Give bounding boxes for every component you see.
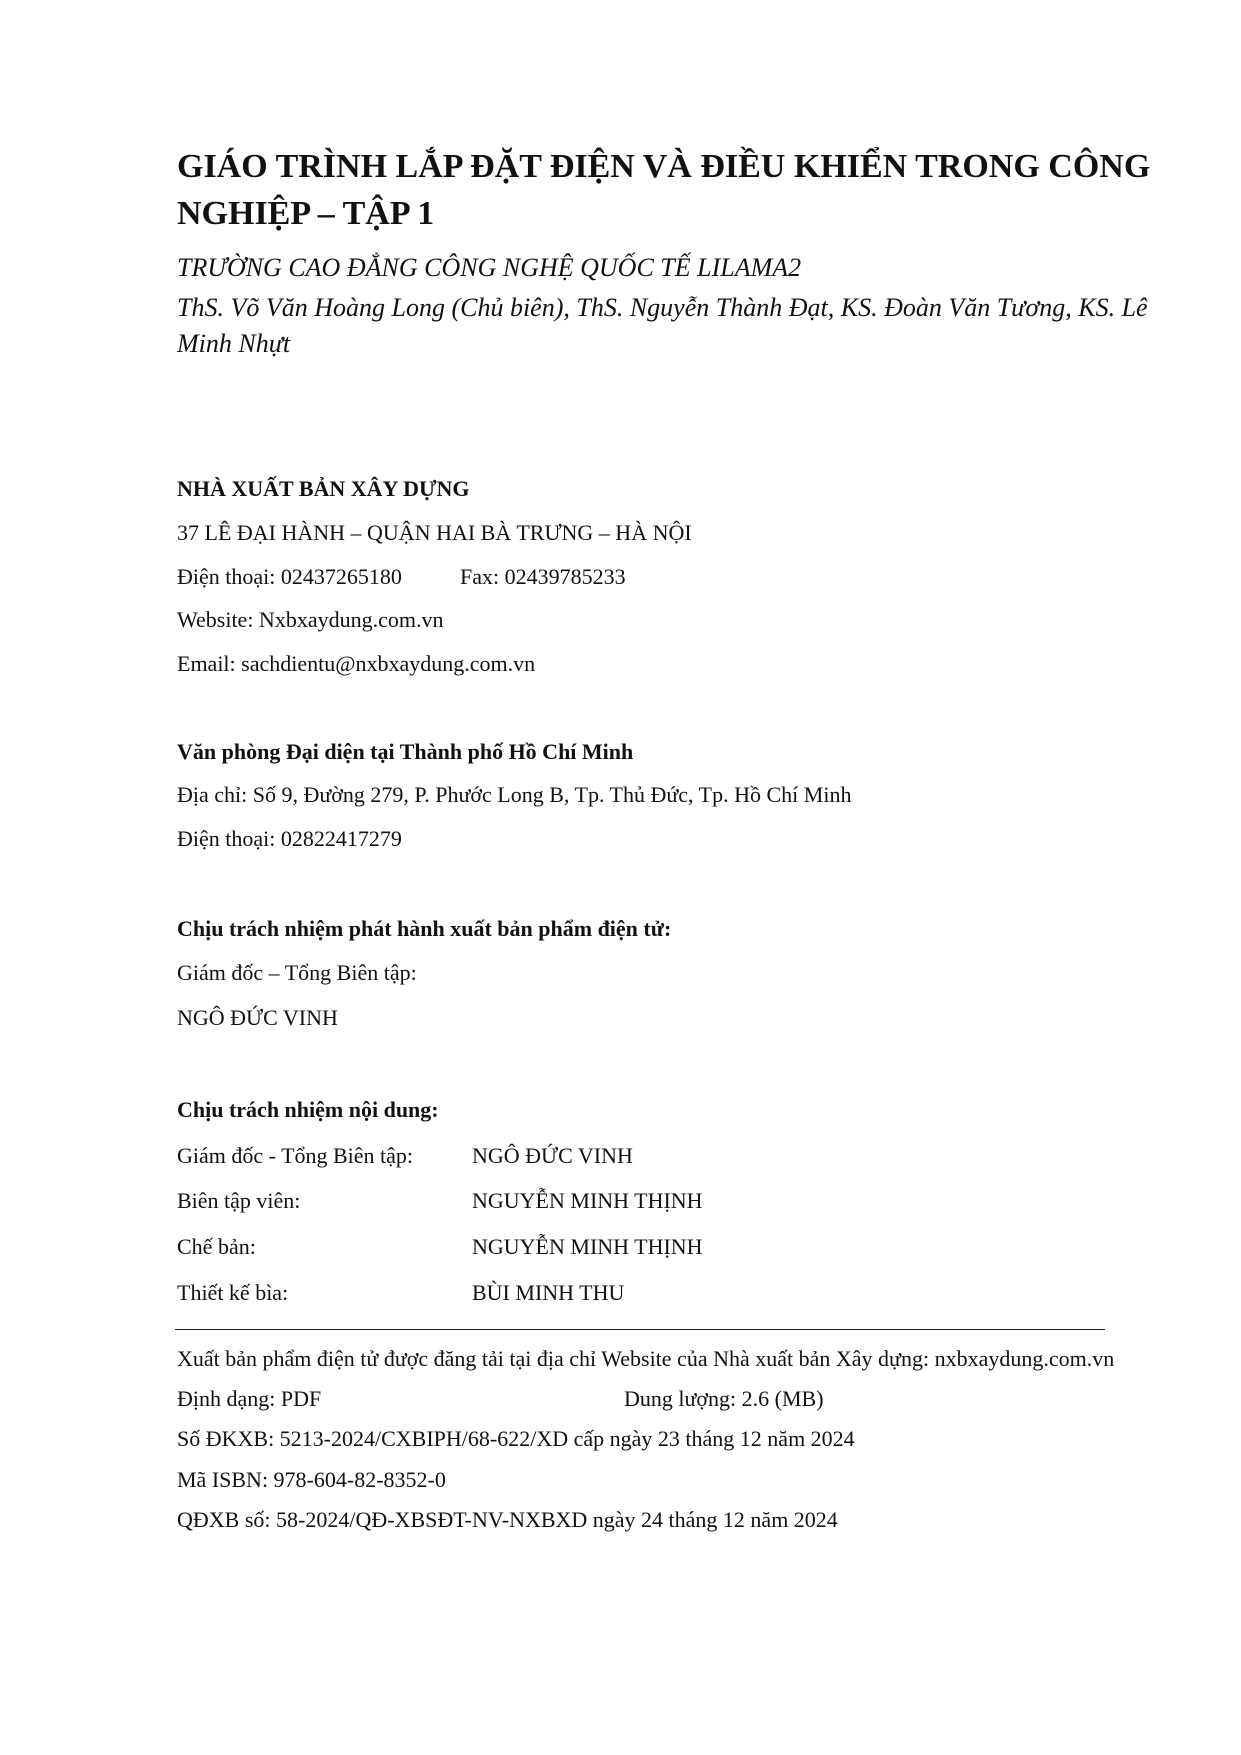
- isbn: Mã ISBN: 978-604-82-8352-0: [177, 1467, 446, 1492]
- hcm-office-heading: Văn phòng Đại diện tại Thành phố Hồ Chí Minh: [177, 739, 634, 764]
- content-role-1: Giám đốc - Tổng Biên tập:: [177, 1143, 414, 1168]
- publishing-decision: QĐXB số: 58-2024/QĐ-XBSĐT-NV-NXBXD ngày 24 tháng 12 năm 2024: [177, 1507, 838, 1532]
- content-role-4: Thiết kế bìa:: [177, 1280, 289, 1305]
- publisher-website: Website: Nxbxaydung.com.vn: [177, 607, 444, 632]
- e-publishing-person: NGÔ ĐỨC VINH: [177, 1005, 338, 1030]
- content-role-3: Chế bản:: [177, 1234, 256, 1259]
- file-size: Dung lượng: 2.6 (MB): [624, 1386, 824, 1411]
- content-role-2: Biên tập viên:: [177, 1188, 301, 1213]
- hcm-office-phone: Điện thoại: 02822417279: [177, 826, 402, 851]
- hcm-office-address: Địa chỉ: Số 9, Đường 279, P. Phước Long B, Tp. Thủ Đức, Tp. Hồ Chí Minh: [177, 782, 852, 807]
- e-publishing-heading: Chịu trách nhiệm phát hành xuất bản phẩm điện tử:: [177, 916, 672, 941]
- published-at-note: Xuất bản phẩm điện tử được đăng tải tại địa chỉ Website của Nhà xuất bản Xây dựng: nxbxaydung.com.vn: [177, 1346, 1115, 1371]
- book-title: GIÁO TRÌNH LẮP ĐẶT ĐIỆN VÀ ĐIỀU KHIỂN TRONG CÔNG NGHIỆP – TẬP 1: [177, 148, 1151, 232]
- publisher-phone: Điện thoại: 02437265180: [177, 564, 402, 589]
- content-name-4: BÙI MINH THU: [472, 1280, 625, 1305]
- content-name-1: NGÔ ĐỨC VINH: [472, 1143, 633, 1168]
- authors: ThS. Võ Văn Hoàng Long (Chủ biên), ThS. Nguyễn Thành Đạt, KS. Đoàn Văn Tương, KS. Lê Minh Nhựt: [177, 293, 1148, 358]
- registration-number: Số ĐKXB: 5213-2024/CXBIPH/68-622/XD cấp ngày 23 tháng 12 năm 2024: [177, 1426, 855, 1451]
- publisher-address: 37 LÊ ĐẠI HÀNH – QUẬN HAI BÀ TRƯNG – HÀ NỘI: [177, 520, 692, 545]
- school-name: TRƯỜNG CAO ĐẲNG CÔNG NGHỆ QUỐC TẾ LILAMA2: [177, 253, 802, 282]
- e-publishing-role: Giám đốc – Tổng Biên tập:: [177, 960, 417, 985]
- publisher-email: Email: sachdientu@nxbxaydung.com.vn: [177, 651, 536, 676]
- content-name-3: NGUYỄN MINH THỊNH: [472, 1234, 703, 1259]
- publisher-name: NHÀ XUẤT BẢN XÂY DỰNG: [177, 476, 470, 501]
- publisher-fax: Fax: 02439785233: [460, 564, 626, 589]
- file-format: Định dạng: PDF: [177, 1386, 322, 1411]
- content-name-2: NGUYỄN MINH THỊNH: [472, 1188, 703, 1213]
- separator-rule: [175, 1329, 1105, 1330]
- content-responsibility-heading: Chịu trách nhiệm nội dung:: [177, 1097, 439, 1122]
